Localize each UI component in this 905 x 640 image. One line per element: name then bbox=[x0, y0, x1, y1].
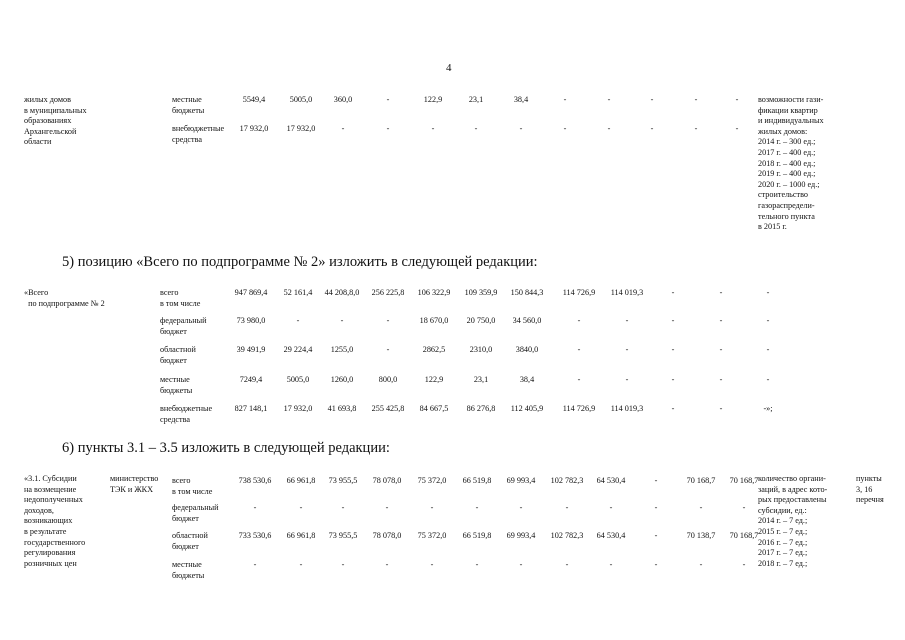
table-cell: 255 425,8 bbox=[371, 404, 405, 413]
table-cell: - bbox=[386, 316, 390, 325]
table-cell: - bbox=[474, 124, 478, 133]
table-cell: 66 519,8 bbox=[462, 531, 492, 540]
table-cell: - bbox=[625, 316, 629, 325]
table-cell: - bbox=[386, 124, 390, 133]
table-cell: - bbox=[719, 404, 723, 413]
table-cell: 66 961,8 bbox=[286, 531, 316, 540]
table-cell: - bbox=[654, 503, 658, 512]
table-cell: - bbox=[609, 503, 613, 512]
table-cell: - bbox=[519, 503, 523, 512]
table-cell: 70 138,7 bbox=[686, 531, 716, 540]
table-cell: - bbox=[671, 288, 675, 297]
table-cell: 17 932,0 bbox=[239, 124, 269, 133]
table-cell: 18 670,0 bbox=[419, 316, 449, 325]
table-cell: - bbox=[519, 560, 523, 569]
table-cell: 3840,0 bbox=[515, 345, 539, 354]
table-cell: - bbox=[430, 560, 434, 569]
table-cell: - bbox=[577, 316, 581, 325]
table-cell: 122,9 bbox=[424, 375, 444, 384]
table-cell: 66 519,8 bbox=[462, 476, 492, 485]
table-cell: - bbox=[694, 124, 698, 133]
table-cell: - bbox=[671, 404, 675, 413]
table-cell: - bbox=[699, 560, 703, 569]
table-cell: 34 560,0 bbox=[512, 316, 542, 325]
table-cell: - bbox=[475, 560, 479, 569]
table-cell: 73 955,5 bbox=[328, 476, 358, 485]
table-cell: - bbox=[719, 345, 723, 354]
table-cell: 69 993,4 bbox=[506, 531, 536, 540]
table-cell: - bbox=[563, 124, 567, 133]
table-cell: - bbox=[565, 503, 569, 512]
table-cell: 70 168,7 bbox=[729, 531, 759, 540]
heading-5: 5) позицию «Всего по подпрограмме № 2» изложить в следующей редакции: bbox=[62, 254, 538, 270]
heading-6: 6) пункты 3.1 – 3.5 изложить в следующей редакции: bbox=[62, 440, 390, 456]
table-cell: - bbox=[671, 345, 675, 354]
table-cell: 114 726,9 bbox=[562, 404, 596, 413]
table-cell: - bbox=[340, 316, 344, 325]
table-cell: - bbox=[299, 503, 303, 512]
table-cell: - bbox=[654, 531, 658, 540]
s1-note: возможности гази- фикации квартир и индивидуальных жилых домов: 2014 г. – 300 ед.; 2017 г. – 400 ед.; 2018 г. – 400 ед.; 2019 г. – 400 ед.; 2020 г. – 1000 ед.; строительство газораспредели- тельного пункта в 2015 г. bbox=[758, 95, 824, 232]
table-cell: - bbox=[694, 95, 698, 104]
table-cell: 800,0 bbox=[378, 375, 398, 384]
table-cell: - bbox=[475, 503, 479, 512]
table-cell: - bbox=[699, 503, 703, 512]
funding-source: всего в том числе bbox=[172, 476, 213, 496]
table-cell: - bbox=[385, 560, 389, 569]
table-cell: 64 530,4 bbox=[596, 476, 626, 485]
table-cell: 29 224,4 bbox=[283, 345, 313, 354]
table-cell: 2310,0 bbox=[469, 345, 493, 354]
table-cell: 66 961,8 bbox=[286, 476, 316, 485]
table-cell: 102 782,3 bbox=[550, 531, 584, 540]
table-cell: - bbox=[577, 375, 581, 384]
table-cell: - bbox=[299, 560, 303, 569]
table-cell: 733 530,6 bbox=[238, 531, 272, 540]
table-cell: 256 225,8 bbox=[371, 288, 405, 297]
table-cell: 150 844,3 bbox=[510, 288, 544, 297]
table-cell: - bbox=[253, 560, 257, 569]
table-cell: - bbox=[341, 503, 345, 512]
table-cell: 5005,0 bbox=[286, 375, 310, 384]
table-cell: 38,4 bbox=[513, 95, 529, 104]
table-cell: - bbox=[607, 124, 611, 133]
table-cell: 75 372,0 bbox=[417, 531, 447, 540]
table-cell: 738 530,6 bbox=[238, 476, 272, 485]
table-cell: 44 208,8,0 bbox=[324, 288, 360, 297]
table-cell: 112 405,9 bbox=[510, 404, 544, 413]
table-cell: 52 161,4 bbox=[283, 288, 313, 297]
funding-source: всего в том числе bbox=[160, 288, 201, 308]
funding-source: областной бюджет bbox=[160, 345, 196, 365]
table-cell: - bbox=[766, 345, 770, 354]
table-cell: - bbox=[296, 316, 300, 325]
table-cell: - bbox=[625, 375, 629, 384]
table-cell: - bbox=[565, 560, 569, 569]
s3-row-label: «3.1. Субсидии на возмещение недополученных доходов, возникающих в результате государственного регулирования розничных цен bbox=[24, 474, 86, 568]
table-cell: 23,1 bbox=[473, 375, 489, 384]
funding-source: внебюджетные средства bbox=[172, 124, 225, 144]
s3-note: количество органи- заций, в адрес кото- рых предоставлены субсидии, ед.: 2014 г. – 7 ед.; 2015 г. – 7 ед.; 2016 г. – 7 ед.; 2017 г. – 7 ед.; 2018 г. – 7 ед.; bbox=[758, 474, 828, 568]
table-cell: - bbox=[671, 316, 675, 325]
table-cell: - bbox=[519, 124, 523, 133]
table-cell: 17 932,0 bbox=[286, 124, 316, 133]
table-cell: - bbox=[609, 560, 613, 569]
table-cell: 78 078,0 bbox=[372, 476, 402, 485]
table-cell: - bbox=[625, 345, 629, 354]
table-cell: 1260,0 bbox=[330, 375, 354, 384]
table-cell: - bbox=[719, 288, 723, 297]
table-cell: 69 993,4 bbox=[506, 476, 536, 485]
table-cell: 64 530,4 bbox=[596, 531, 626, 540]
table-cell: 38,4 bbox=[519, 375, 535, 384]
table-cell: 7249,4 bbox=[239, 375, 263, 384]
s2-row-label: «Всего по подпрограмме № 2 bbox=[24, 288, 105, 308]
table-cell: 39 491,9 bbox=[236, 345, 266, 354]
table-cell: 106 322,9 bbox=[417, 288, 451, 297]
table-cell: - bbox=[431, 124, 435, 133]
table-cell: 122,9 bbox=[423, 95, 443, 104]
s3-executor: министерство ТЭК и ЖКХ bbox=[110, 474, 159, 494]
table-cell: - bbox=[654, 476, 658, 485]
table-cell: - bbox=[385, 503, 389, 512]
table-cell: 70 168,7 bbox=[686, 476, 716, 485]
table-cell: - bbox=[654, 560, 658, 569]
table-cell: 102 782,3 bbox=[550, 476, 584, 485]
table-cell: 73 980,0 bbox=[236, 316, 266, 325]
funding-source: местные бюджеты bbox=[172, 560, 205, 580]
page-number: 4 bbox=[446, 62, 452, 74]
funding-source: местные бюджеты bbox=[160, 375, 193, 395]
table-cell: - bbox=[742, 560, 746, 569]
table-cell: 947 869,4 bbox=[234, 288, 268, 297]
table-cell: 5005,0 bbox=[289, 95, 313, 104]
table-cell: - bbox=[735, 95, 739, 104]
table-cell: 41 693,8 bbox=[327, 404, 357, 413]
table-cell: - bbox=[341, 124, 345, 133]
table-cell: - bbox=[430, 503, 434, 512]
table-cell: - bbox=[766, 375, 770, 384]
table-cell: - bbox=[341, 560, 345, 569]
table-cell: - bbox=[671, 375, 675, 384]
table-cell: 827 148,1 bbox=[234, 404, 268, 413]
s3-reference: пункты 3, 16 перечня bbox=[856, 474, 884, 505]
table-cell: 109 359,9 bbox=[464, 288, 498, 297]
table-cell: 75 372,0 bbox=[417, 476, 447, 485]
funding-source: местные бюджеты bbox=[172, 95, 205, 115]
table-cell: 360,0 bbox=[333, 95, 353, 104]
table-cell: 114 726,9 bbox=[562, 288, 596, 297]
funding-source: внебюджетные средства bbox=[160, 404, 213, 424]
table-cell: - bbox=[577, 345, 581, 354]
table-cell: 23,1 bbox=[468, 95, 484, 104]
table-cell: - bbox=[735, 124, 739, 133]
table-cell: 84 667,5 bbox=[419, 404, 449, 413]
funding-source: федеральный бюджет bbox=[172, 503, 219, 523]
table-cell: - bbox=[253, 503, 257, 512]
table-cell: - bbox=[650, 95, 654, 104]
funding-source: областной бюджет bbox=[172, 531, 208, 551]
table-cell: 2862,5 bbox=[422, 345, 446, 354]
table-cell: - bbox=[563, 95, 567, 104]
table-cell: 5549,4 bbox=[242, 95, 266, 104]
table-cell: - bbox=[607, 95, 611, 104]
table-cell: 114 019,3 bbox=[610, 404, 644, 413]
funding-source: федеральный бюджет bbox=[160, 316, 207, 336]
table-cell: - bbox=[650, 124, 654, 133]
table-cell: 73 955,5 bbox=[328, 531, 358, 540]
table-cell: - bbox=[766, 316, 770, 325]
table-cell: - bbox=[719, 375, 723, 384]
table-cell: 1255,0 bbox=[330, 345, 354, 354]
table-cell: - bbox=[766, 288, 770, 297]
table-cell: - bbox=[742, 503, 746, 512]
table-cell: - bbox=[386, 345, 390, 354]
table-cell: -»; bbox=[763, 404, 773, 413]
table-cell: 78 078,0 bbox=[372, 531, 402, 540]
table-cell: - bbox=[719, 316, 723, 325]
table-cell: - bbox=[386, 95, 390, 104]
table-cell: 86 276,8 bbox=[466, 404, 496, 413]
table-cell: 70 168,7 bbox=[729, 476, 759, 485]
s1-row-label: жилых домов в муниципальных образованиях Архангельской области bbox=[24, 95, 87, 147]
table-cell: 114 019,3 bbox=[610, 288, 644, 297]
table-cell: 20 750,0 bbox=[466, 316, 496, 325]
table-cell: 17 932,0 bbox=[283, 404, 313, 413]
